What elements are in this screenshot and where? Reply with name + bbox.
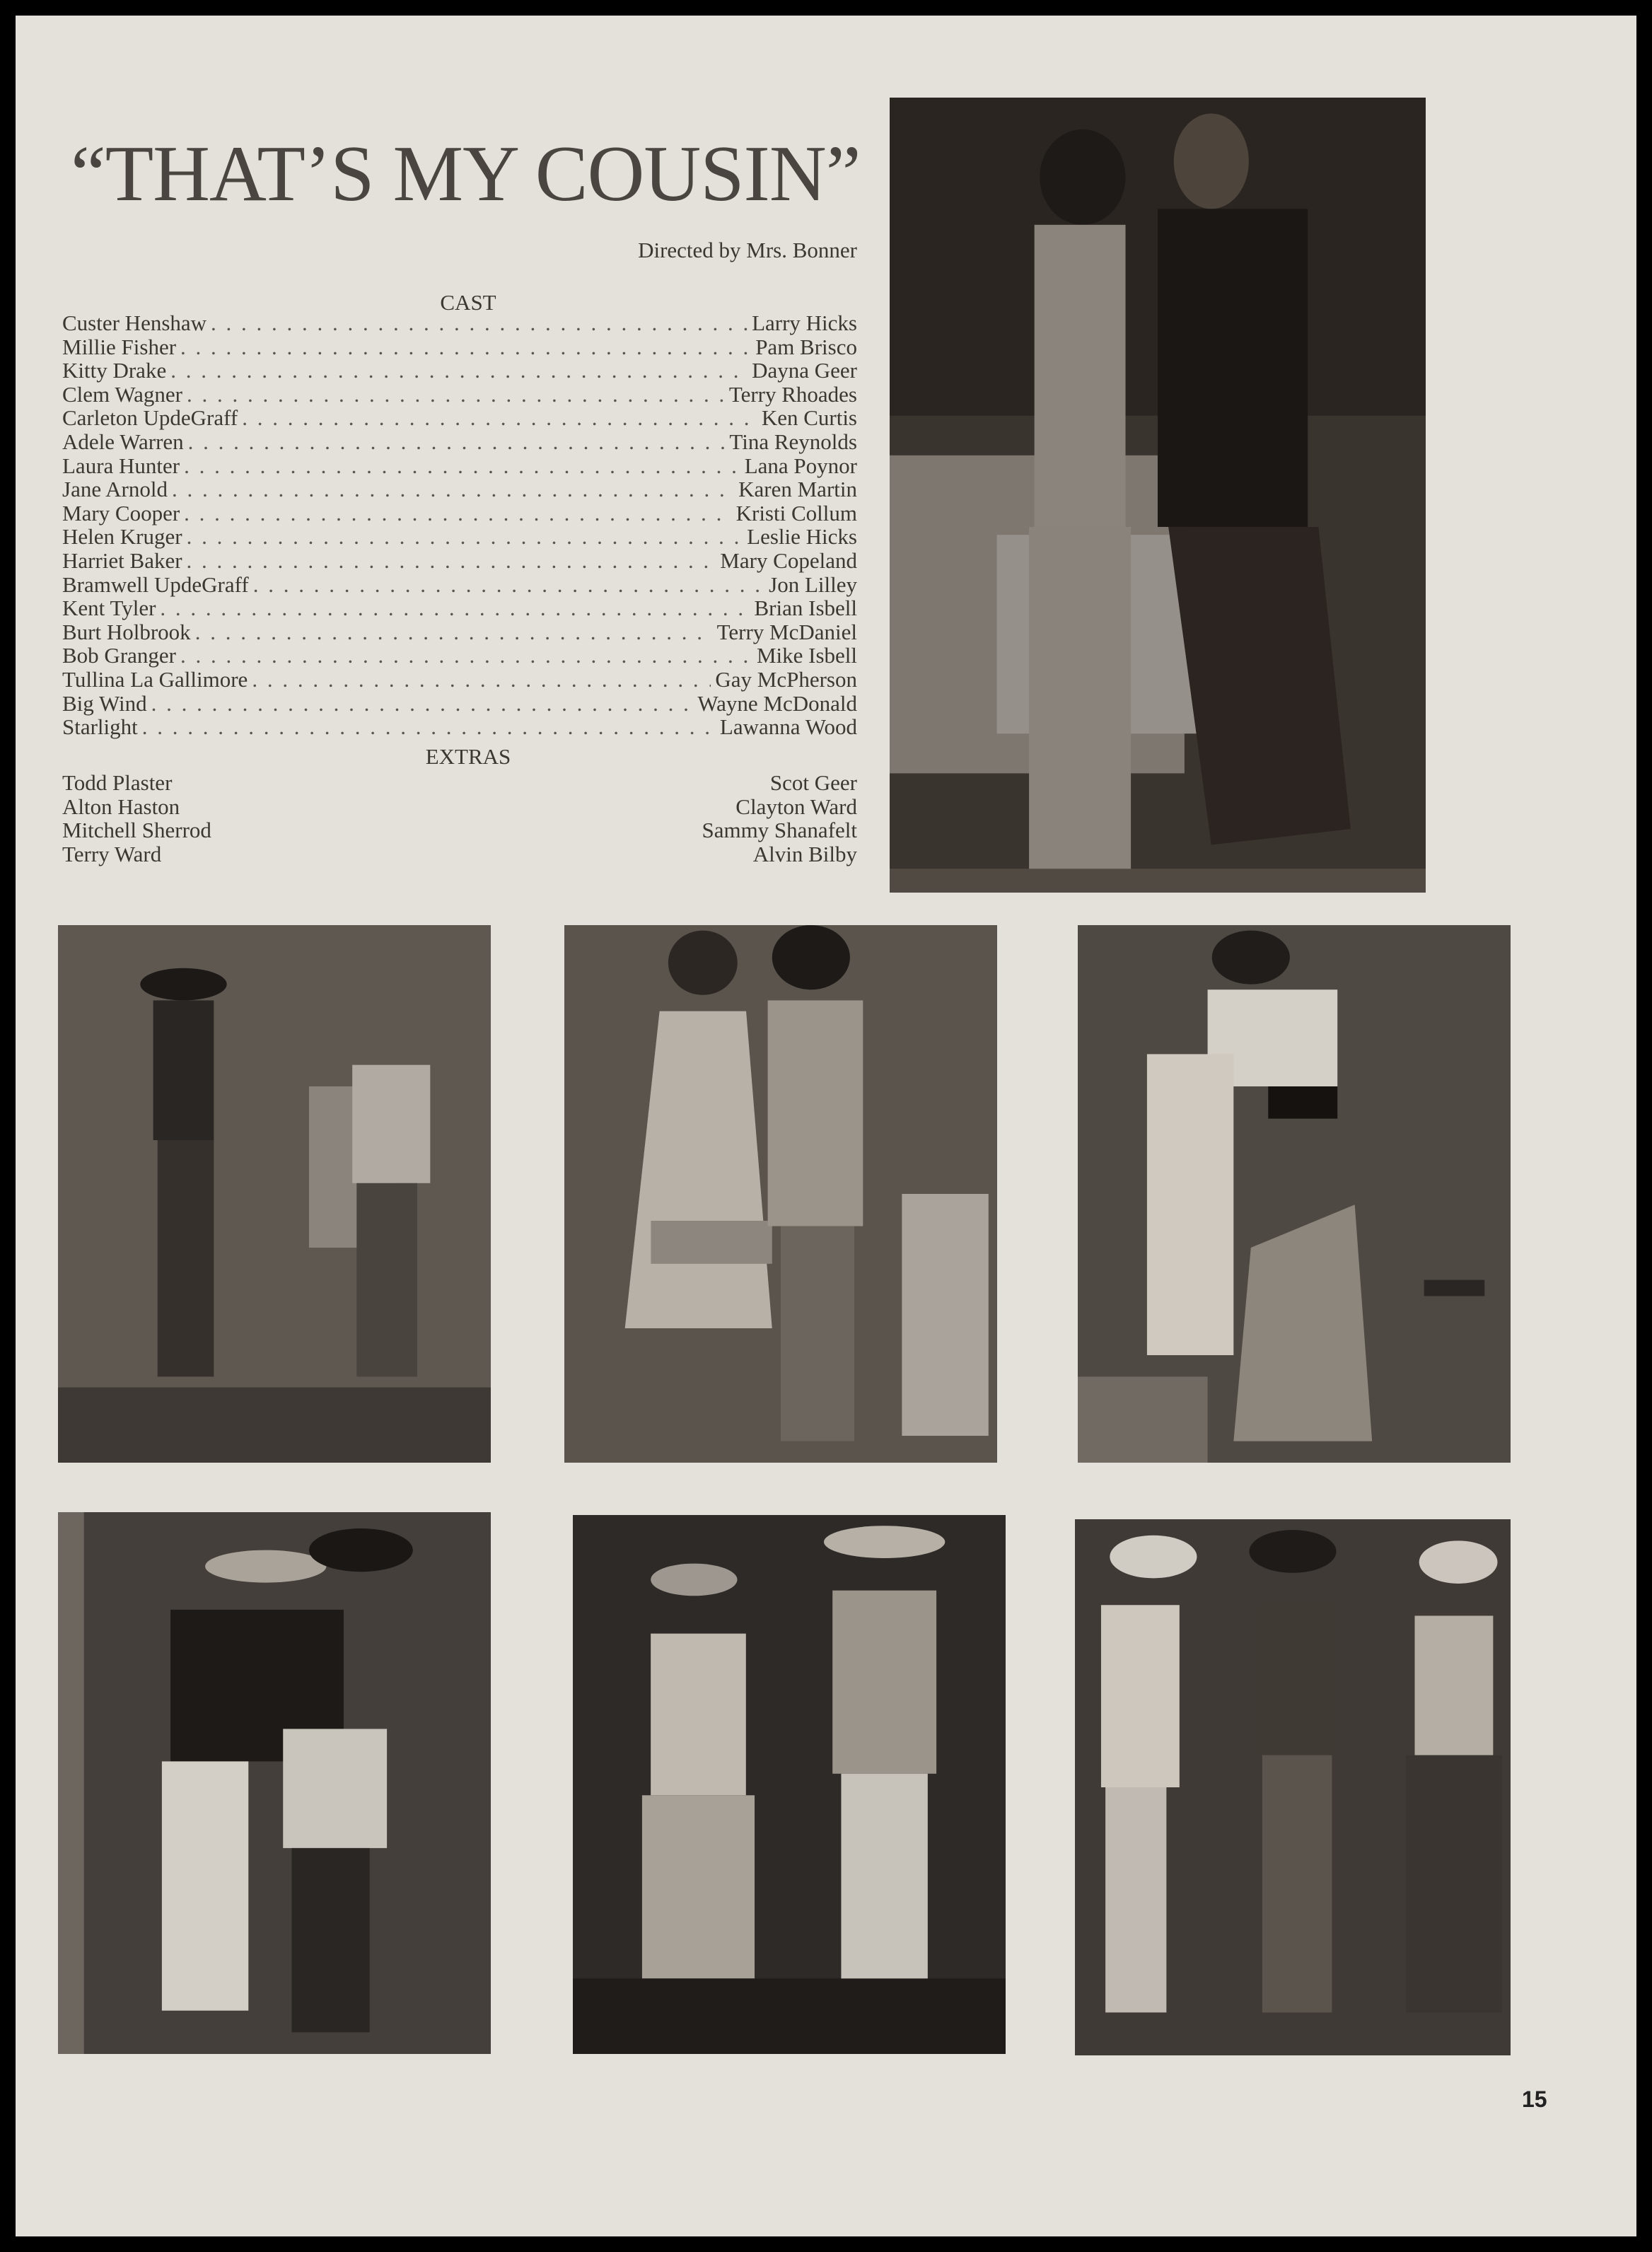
dot-leader [142, 715, 716, 739]
cast-actor: Pam Brisco [755, 334, 857, 359]
cast-character: Starlight [62, 714, 138, 740]
cast-character: Tullina La Gallimore [62, 666, 248, 692]
cast-character: Clem Wagner [62, 381, 182, 407]
cast-actor: Wayne McDonald [697, 690, 857, 716]
cast-row [62, 715, 857, 739]
page-number: 15 [1522, 2086, 1547, 2112]
cast-row [62, 311, 857, 335]
cast-row [62, 596, 857, 620]
cast-character: Harriet Baker [62, 547, 182, 573]
dot-leader [253, 573, 764, 597]
extras-left-column [62, 771, 211, 866]
cast-actor: Tina Reynolds [729, 429, 857, 454]
director-credit: Directed by Mrs. Bonner [638, 238, 857, 262]
cast-row [62, 383, 857, 407]
extras-heading: EXTRAS [425, 744, 511, 769]
dot-leader [151, 692, 694, 716]
dot-leader [242, 406, 757, 430]
dot-leader [187, 383, 725, 407]
cast-list [62, 311, 857, 739]
cast-character: Helen Kruger [62, 524, 182, 550]
dot-leader [170, 359, 748, 383]
dot-leader [180, 644, 752, 668]
cast-row [62, 525, 857, 549]
dot-leader [188, 430, 726, 454]
dot-leader [252, 668, 711, 692]
photo-cowgirl-plaid [573, 1515, 1006, 2054]
cast-row [62, 406, 857, 430]
cast-actor: Kristi Collum [735, 500, 857, 526]
cast-row [62, 644, 857, 668]
photo-three-cowboys [1075, 1519, 1511, 2055]
dot-leader [184, 501, 731, 526]
cast-row [62, 668, 857, 692]
cast-actor: Karen Martin [738, 477, 857, 502]
photo-cowboy-scene [58, 925, 491, 1463]
cast-row [62, 454, 857, 478]
dot-leader [180, 335, 751, 359]
dot-leader [195, 620, 713, 644]
cast-character: Kent Tyler [62, 596, 156, 621]
extra-name: Scot Geer [769, 770, 857, 795]
cast-actor: Leslie Hicks [747, 524, 857, 550]
photo-tied-up-duo [58, 1512, 491, 2054]
cast-actor: Mike Isbell [756, 643, 857, 668]
cast-heading: CAST [440, 290, 496, 315]
cast-character: Bramwell UpdeGraff [62, 571, 249, 597]
extras-right-column [702, 771, 857, 866]
cast-row [62, 692, 857, 716]
extra-name: Clayton Ward [735, 794, 857, 819]
cast-actor: Larry Hicks [752, 310, 857, 335]
extra-name: Terry Ward [62, 841, 162, 866]
cast-row [62, 477, 857, 501]
cast-row [62, 359, 857, 383]
cast-actor: Jon Lilley [769, 571, 857, 597]
cast-character: Mary Cooper [62, 500, 180, 526]
extras-list [62, 771, 857, 866]
page-title: “THAT’S MY COUSIN” [71, 130, 861, 218]
cast-actor: Lawanna Wood [719, 714, 857, 740]
cast-row [62, 430, 857, 454]
cast-actor: Mary Copeland [720, 547, 857, 573]
cast-actor: Terry Rhoades [728, 381, 857, 407]
cast-row [62, 335, 857, 359]
cast-actor: Brian Isbell [754, 596, 857, 621]
photo-main-couple [890, 98, 1426, 893]
cast-actor: Terry McDaniel [716, 619, 857, 644]
dot-leader [184, 454, 740, 478]
cast-row [62, 501, 857, 526]
photo-couple-dress [564, 925, 997, 1463]
extra-name: Sammy Shanafelt [702, 818, 857, 842]
cast-character: Custer Henshaw [62, 310, 207, 335]
extra-name: Alvin Bilby [752, 841, 857, 866]
cast-actor: Gay McPherson [715, 666, 857, 692]
cast-character: Burt Holbrook [62, 619, 191, 644]
cast-character: Jane Arnold [62, 477, 168, 502]
cast-actor: Dayna Geer [752, 358, 857, 383]
cast-character: Millie Fisher [62, 334, 177, 359]
dot-leader [160, 596, 750, 620]
extra-name: Mitchell Sherrod [62, 818, 211, 842]
cast-row [62, 549, 857, 573]
extra-name: Alton Haston [62, 794, 180, 819]
cast-character: Big Wind [62, 690, 147, 716]
cast-actor: Lana Poynor [744, 453, 857, 478]
cast-character: Laura Hunter [62, 453, 180, 478]
extra-name: Todd Plaster [62, 770, 173, 795]
cast-row [62, 620, 857, 644]
cast-row [62, 573, 857, 597]
photo-embrace-chair [1078, 925, 1511, 1463]
dot-leader [187, 525, 743, 549]
cast-character: Adele Warren [62, 429, 184, 454]
dot-leader [187, 549, 716, 573]
yearbook-page [16, 16, 1636, 2236]
cast-character: Bob Granger [62, 643, 176, 668]
cast-character: Kitty Drake [62, 358, 167, 383]
dot-leader [211, 311, 748, 335]
cast-actor: Ken Curtis [761, 405, 857, 431]
cast-character: Carleton UpdeGraff [62, 405, 238, 431]
dot-leader [172, 477, 734, 501]
